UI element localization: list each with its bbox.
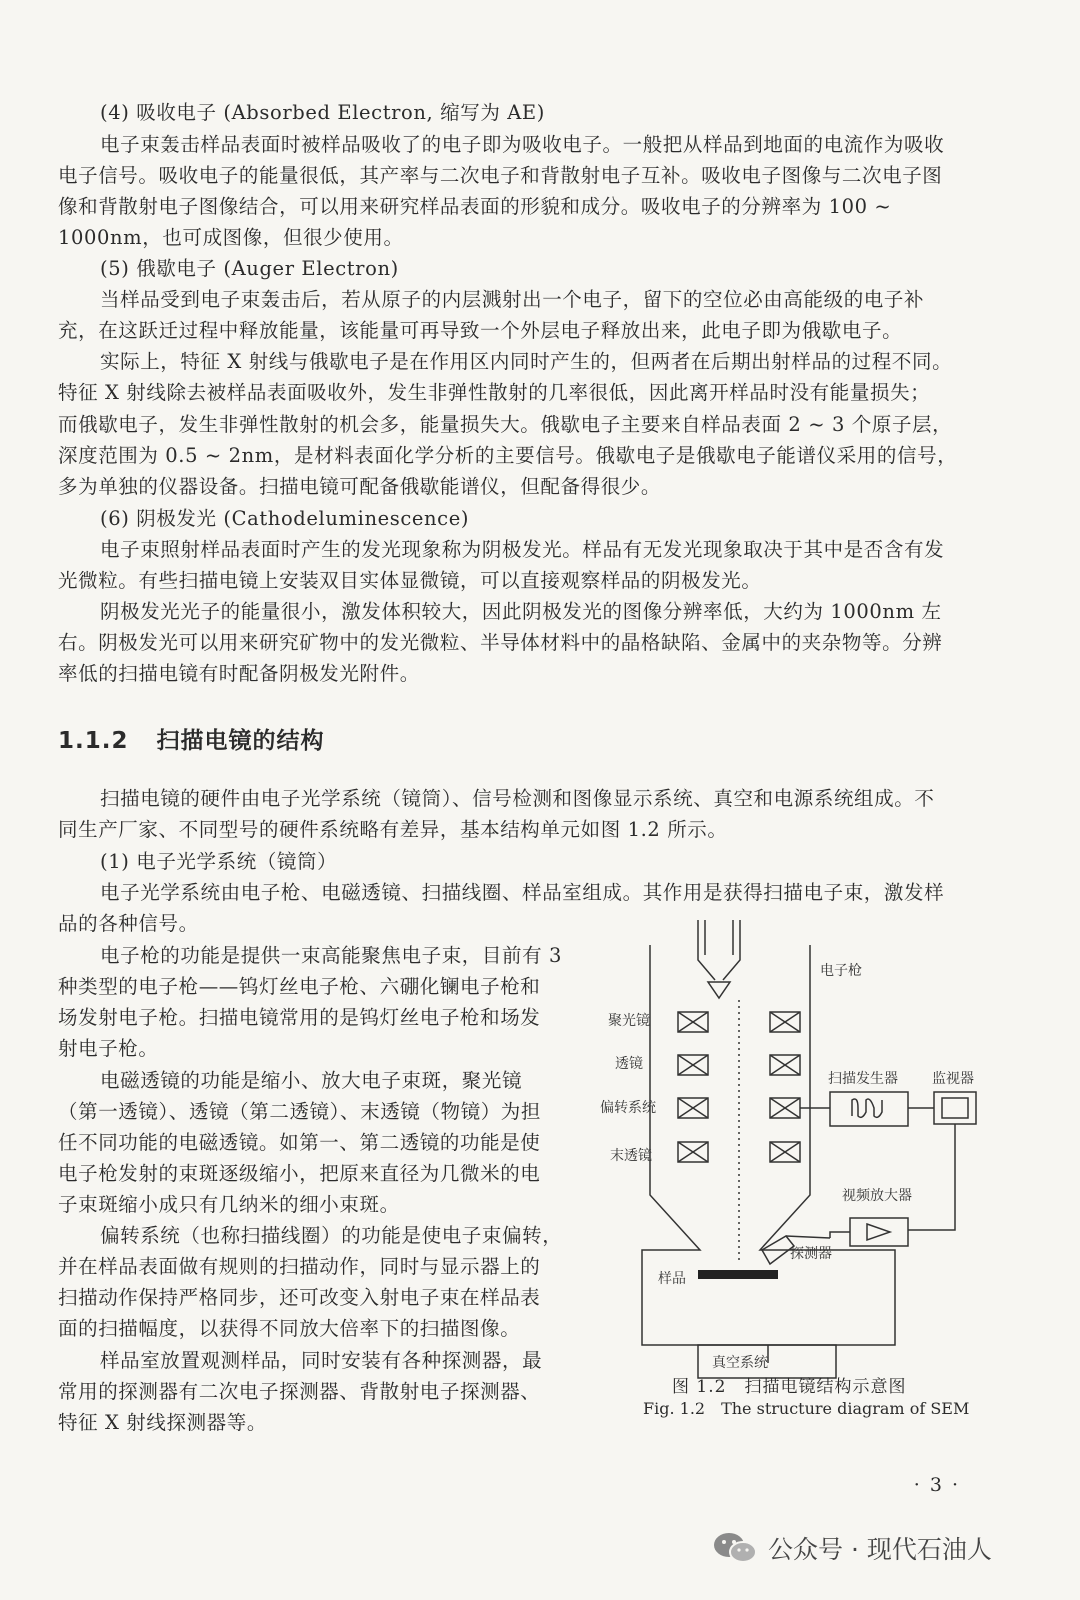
label-scan-generator: 扫描发生器 bbox=[828, 1071, 898, 1087]
section-line: 电子光学系统由电子枪、电磁透镜、扫描线圈、样品室组成。其作用是获得扫描电子束，激发样 bbox=[100, 881, 945, 904]
label-deflection: 偏转系统 bbox=[600, 1100, 656, 1116]
wechat-icon bbox=[712, 1530, 758, 1566]
label-lens: 透镜 bbox=[615, 1056, 643, 1072]
body-line: 电子信号。吸收电子的能量很低，其产率与二次电子和背散射电子互补。吸收电子图像与二次电子图 bbox=[58, 164, 943, 187]
column-line: 射电子枪。 bbox=[58, 1037, 159, 1060]
column-line: 电子枪的功能是提供一束高能聚焦电子束，目前有 3 bbox=[100, 944, 563, 967]
body-line: 电子束照射样品表面时产生的发光现象称为阴极发光。样品有无发光现象取决于其中是否含有发 bbox=[100, 538, 945, 561]
watermark bbox=[712, 1530, 992, 1566]
video-amplifier-box bbox=[850, 1218, 908, 1246]
column-line: 特征 X 射线探测器等。 bbox=[58, 1411, 267, 1434]
column-line: 样品室放置观测样品，同时安装有各种探测器，最 bbox=[100, 1349, 543, 1372]
page-number: · 3 · bbox=[913, 1474, 960, 1496]
subsection-title-optics: (1) 电子光学系统（镜筒） bbox=[100, 850, 338, 873]
body-line: 率低的扫描电镜有时配备阴极发光附件。 bbox=[58, 662, 420, 685]
section-line: 扫描电镜的硬件由电子光学系统（镜筒）、信号检测和图像显示系统、真空和电源系统组成。不 bbox=[100, 787, 935, 810]
watermark-text: 公众号 · 现代石油人 bbox=[768, 1535, 992, 1564]
column-line: 常用的探测器有二次电子探测器、背散射电子探测器、 bbox=[58, 1380, 541, 1403]
body-line: 像和背散射电子图像结合，可以用来研究样品表面的形貌和成分。吸收电子的分辨率为 100 ~ bbox=[58, 195, 892, 218]
column-line: 面的扫描幅度，以获得不同放大倍率下的扫描图像。 bbox=[58, 1317, 521, 1340]
body-line: 阴极发光光子的能量很小，激发体积较大，因此阴极发光的图像分辨率低，大约为 1000nm 左 bbox=[100, 600, 942, 623]
column-line: 并在样品表面做有规则的扫描动作，同时与显示器上的 bbox=[58, 1255, 541, 1278]
body-line: 实际上，特征 X 射线与俄歇电子是在作用区内同时产生的，但两者在后期出射样品的过程不同。 bbox=[100, 350, 953, 373]
condenser-lens bbox=[678, 1012, 800, 1032]
section-heading bbox=[58, 722, 325, 755]
body-line: 1000nm，也可成图像，但很少使用。 bbox=[58, 226, 404, 249]
label-final-lens: 末透镜 bbox=[610, 1148, 652, 1164]
body-line: 特征 X 射线除去被样品表面吸收外，发生非弹性散射的几率很低，因此离开样品时没有能量损失； bbox=[58, 381, 931, 404]
section-line: 品的各种信号。 bbox=[58, 912, 199, 935]
scan-generator-box bbox=[830, 1092, 908, 1126]
body-line: 右。阴极发光可以用来研究矿物中的发光微粒、半导体材料中的晶格缺陷、金属中的夹杂物等。分辨 bbox=[58, 631, 943, 654]
label-condenser: 聚光镜 bbox=[608, 1013, 650, 1029]
subsection-title-auger: (5) 俄歇电子 (Auger Electron) bbox=[100, 257, 399, 280]
section-title: 扫描电镜的结构 bbox=[156, 728, 325, 754]
body-line: 当样品受到电子束轰击后，若从原子的内层溅射出一个电子，留下的空位必由高能级的电子补 bbox=[100, 288, 925, 311]
column-line: 场发射电子枪。扫描电镜常用的是钨灯丝电子枪和场发 bbox=[58, 1006, 541, 1029]
sem-structure-diagram bbox=[590, 920, 1010, 1380]
subsection-title-cl: (6) 阴极发光 (Cathodeluminescence) bbox=[100, 507, 470, 530]
column-line: （第一透镜）、透镜（第二透镜）、末透镜（物镜）为担 bbox=[58, 1100, 542, 1123]
column-line: 子束斑缩小成只有几纳米的细小束斑。 bbox=[58, 1193, 400, 1216]
body-line: 电子束轰击样品表面时被样品吸收了的电子即为吸收电子。一般把从样品到地面的电流作为吸收 bbox=[100, 133, 945, 156]
figure-caption-cn: 图 1.2 扫描电镜结构示意图 bbox=[672, 1377, 907, 1397]
body-line: 深度范围为 0.5 ~ 2nm，是材料表面化学分析的主要信号。俄歇电子是俄歇电子能谱仪采用的信号， bbox=[58, 444, 958, 467]
body-line: 而俄歇电子，发生非弹性散射的机会多，能量损失大。俄歇电子主要来自样品表面 2 ~ 3 个原子层， bbox=[58, 413, 953, 436]
section-line: 同生产厂家、不同型号的硬件系统略有差异，基本结构单元如图 1.2 所示。 bbox=[58, 818, 728, 841]
column-line: 扫描动作保持严格同步，还可改变入射电子束在样品表 bbox=[58, 1286, 541, 1309]
body-line: 多为单独的仪器设备。扫描电镜可配备俄歇能谱仪，但配备得很少。 bbox=[58, 475, 662, 498]
label-monitor: 监视器 bbox=[932, 1071, 974, 1087]
label-gun: 电子枪 bbox=[820, 963, 862, 979]
column-line: 任不同功能的电磁透镜。如第一、第二透镜的功能是使 bbox=[58, 1131, 541, 1154]
body-line: 充，在这跃迁过程中释放能量，该能量可再导致一个外层电子释放出来，此电子即为俄歇电子。 bbox=[58, 319, 903, 342]
body-line: 光微粒。有些扫描电镜上安装双目实体显微镜，可以直接观察样品的阴极发光。 bbox=[58, 569, 762, 592]
label-sample: 样品 bbox=[658, 1271, 686, 1287]
column-line: 电磁透镜的功能是缩小、放大电子束斑，聚光镜 bbox=[100, 1069, 523, 1092]
sample-stage bbox=[698, 1270, 778, 1279]
label-video-amp: 视频放大器 bbox=[842, 1188, 912, 1204]
section-number: 1.1.2 bbox=[58, 728, 129, 754]
figure-caption-en: Fig. 1.2 The structure diagram of SEM bbox=[643, 1399, 970, 1418]
column-line: 电子枪发射的束斑逐级缩小，把原来直径为几微米的电 bbox=[58, 1162, 541, 1185]
subsection-title-ae: (4) 吸收电子 (Absorbed Electron, 缩写为 AE) bbox=[100, 101, 545, 124]
label-detector: 探测器 bbox=[790, 1246, 832, 1262]
column-line: 种类型的电子枪——钨灯丝电子枪、六硼化镧电子枪和 bbox=[58, 975, 541, 998]
monitor-box bbox=[934, 1092, 976, 1124]
label-vacuum: 真空系统 bbox=[712, 1355, 768, 1371]
column-line: 偏转系统（也称扫描线圈）的功能是使电子束偏转， bbox=[100, 1224, 563, 1247]
